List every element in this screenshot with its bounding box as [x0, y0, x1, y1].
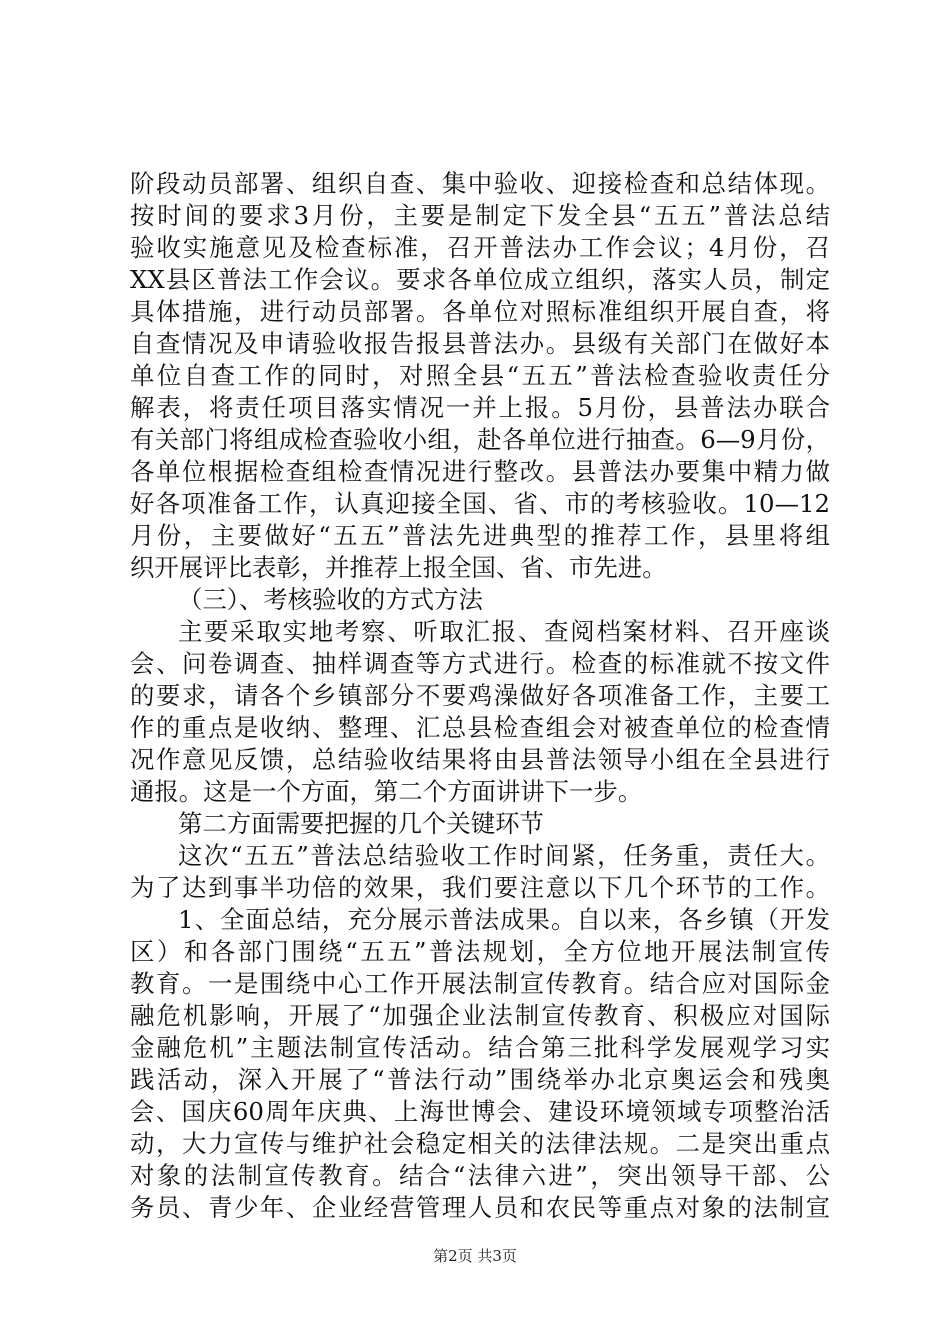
document-body [130, 168, 830, 1224]
text-line: 阶段动员部署、组织自查、集中验收、迎接检查和总结体现。 [130, 169, 830, 198]
text-line: 会、问卷调查、抽样调查等方式进行。检查的标准就不按文件 [130, 649, 830, 678]
text-line: 单位自查工作的同时，对照全县“五五”普法检查验收责任分 [130, 361, 830, 390]
text-line: 对象的法制宣传教育。结合“法律六进”，突出领导干部、公 [130, 1161, 830, 1190]
page-number-footer: 第2页 共3页 [433, 1247, 517, 1265]
text-line: 自查情况及申请验收报告报县普法办。县级有关部门在做好本 [130, 329, 830, 358]
text-line: 践活动，深入开展了“普法行动”围绕举办北京奥运会和残奥 [130, 1065, 830, 1094]
text-line: 验收实施意见及检查标准，召开普法办工作会议；4月份，召 [130, 233, 830, 262]
text-line: 解表，将责任项目落实情况一并上报。5月份，县普法办联合 [130, 393, 830, 422]
text-line: 主要采取实地考察、听取汇报、查阅档案材料、召开座谈 [178, 617, 830, 646]
text-line: 各单位根据检查组检查情况进行整改。县普法办要集中精力做 [130, 457, 830, 486]
text-line: 织开展评比表彰，并推荐上报全国、省、市先进。 [130, 553, 667, 582]
text-line: 月份，主要做好“五五”普法先进典型的推荐工作，县里将组 [130, 521, 830, 550]
text-line: 这次“五五”普法总结验收工作时间紧，任务重，责任大。 [178, 841, 830, 870]
text-line: 会、国庆60周年庆典、上海世博会、建设环境领域专项整治活 [130, 1097, 830, 1126]
text-line: （三）、考核验收的方式方法 [178, 585, 483, 614]
text-line: 金融危机”主题法制宣传活动。结合第三批科学发展观学习实 [130, 1033, 830, 1062]
text-line: 务员、青少年、企业经营管理人员和农民等重点对象的法制宣 [130, 1193, 830, 1222]
text-line: 融危机影响，开展了“加强企业法制宣传教育、积极应对国际 [130, 1001, 830, 1030]
text-line: 1、全面总结，充分展示普法成果。自以来，各乡镇（开发 [178, 905, 830, 934]
text-line: 区）和各部门围绕“五五”普法规划，全方位地开展法制宣传 [130, 937, 830, 966]
text-line: 的要求，请各个乡镇部分不要鸡澡做好各项准备工作，主要工 [130, 681, 830, 710]
text-line: 具体措施，进行动员部署。各单位对照标准组织开展自查，将 [130, 297, 830, 326]
text-line: 好各项准备工作，认真迎接全国、省、市的考核验收。10—12 [130, 489, 830, 518]
text-line: 作的重点是收纳、整理、汇总县检查组会对被查单位的检查情 [130, 713, 830, 742]
text-line: 动，大力宣传与维护社会稳定相关的法律法规。二是突出重点 [130, 1129, 830, 1158]
text-line: 教育。一是围绕中心工作开展法制宣传教育。结合应对国际金 [130, 969, 830, 998]
text-line: 况作意见反馈，总结验收结果将由县普法领导小组在全县进行 [130, 745, 830, 774]
text-line: 有关部门将组成检查验收小组，赴各单位进行抽查。6—9月份， [130, 425, 830, 454]
text-line: 为了达到事半功倍的效果，我们要注意以下几个环节的工作。 [130, 873, 830, 902]
text-line: 按时间的要求3月份，主要是制定下发全县“五五”普法总结 [130, 201, 830, 230]
text-line: 通报。这是一个方面，第二个方面讲讲下一步。 [130, 777, 643, 806]
text-line: 第二方面需要把握的几个关键环节 [178, 809, 544, 838]
text-line: XX县区普法工作会议。要求各单位成立组织，落实人员，制定 [130, 265, 830, 294]
